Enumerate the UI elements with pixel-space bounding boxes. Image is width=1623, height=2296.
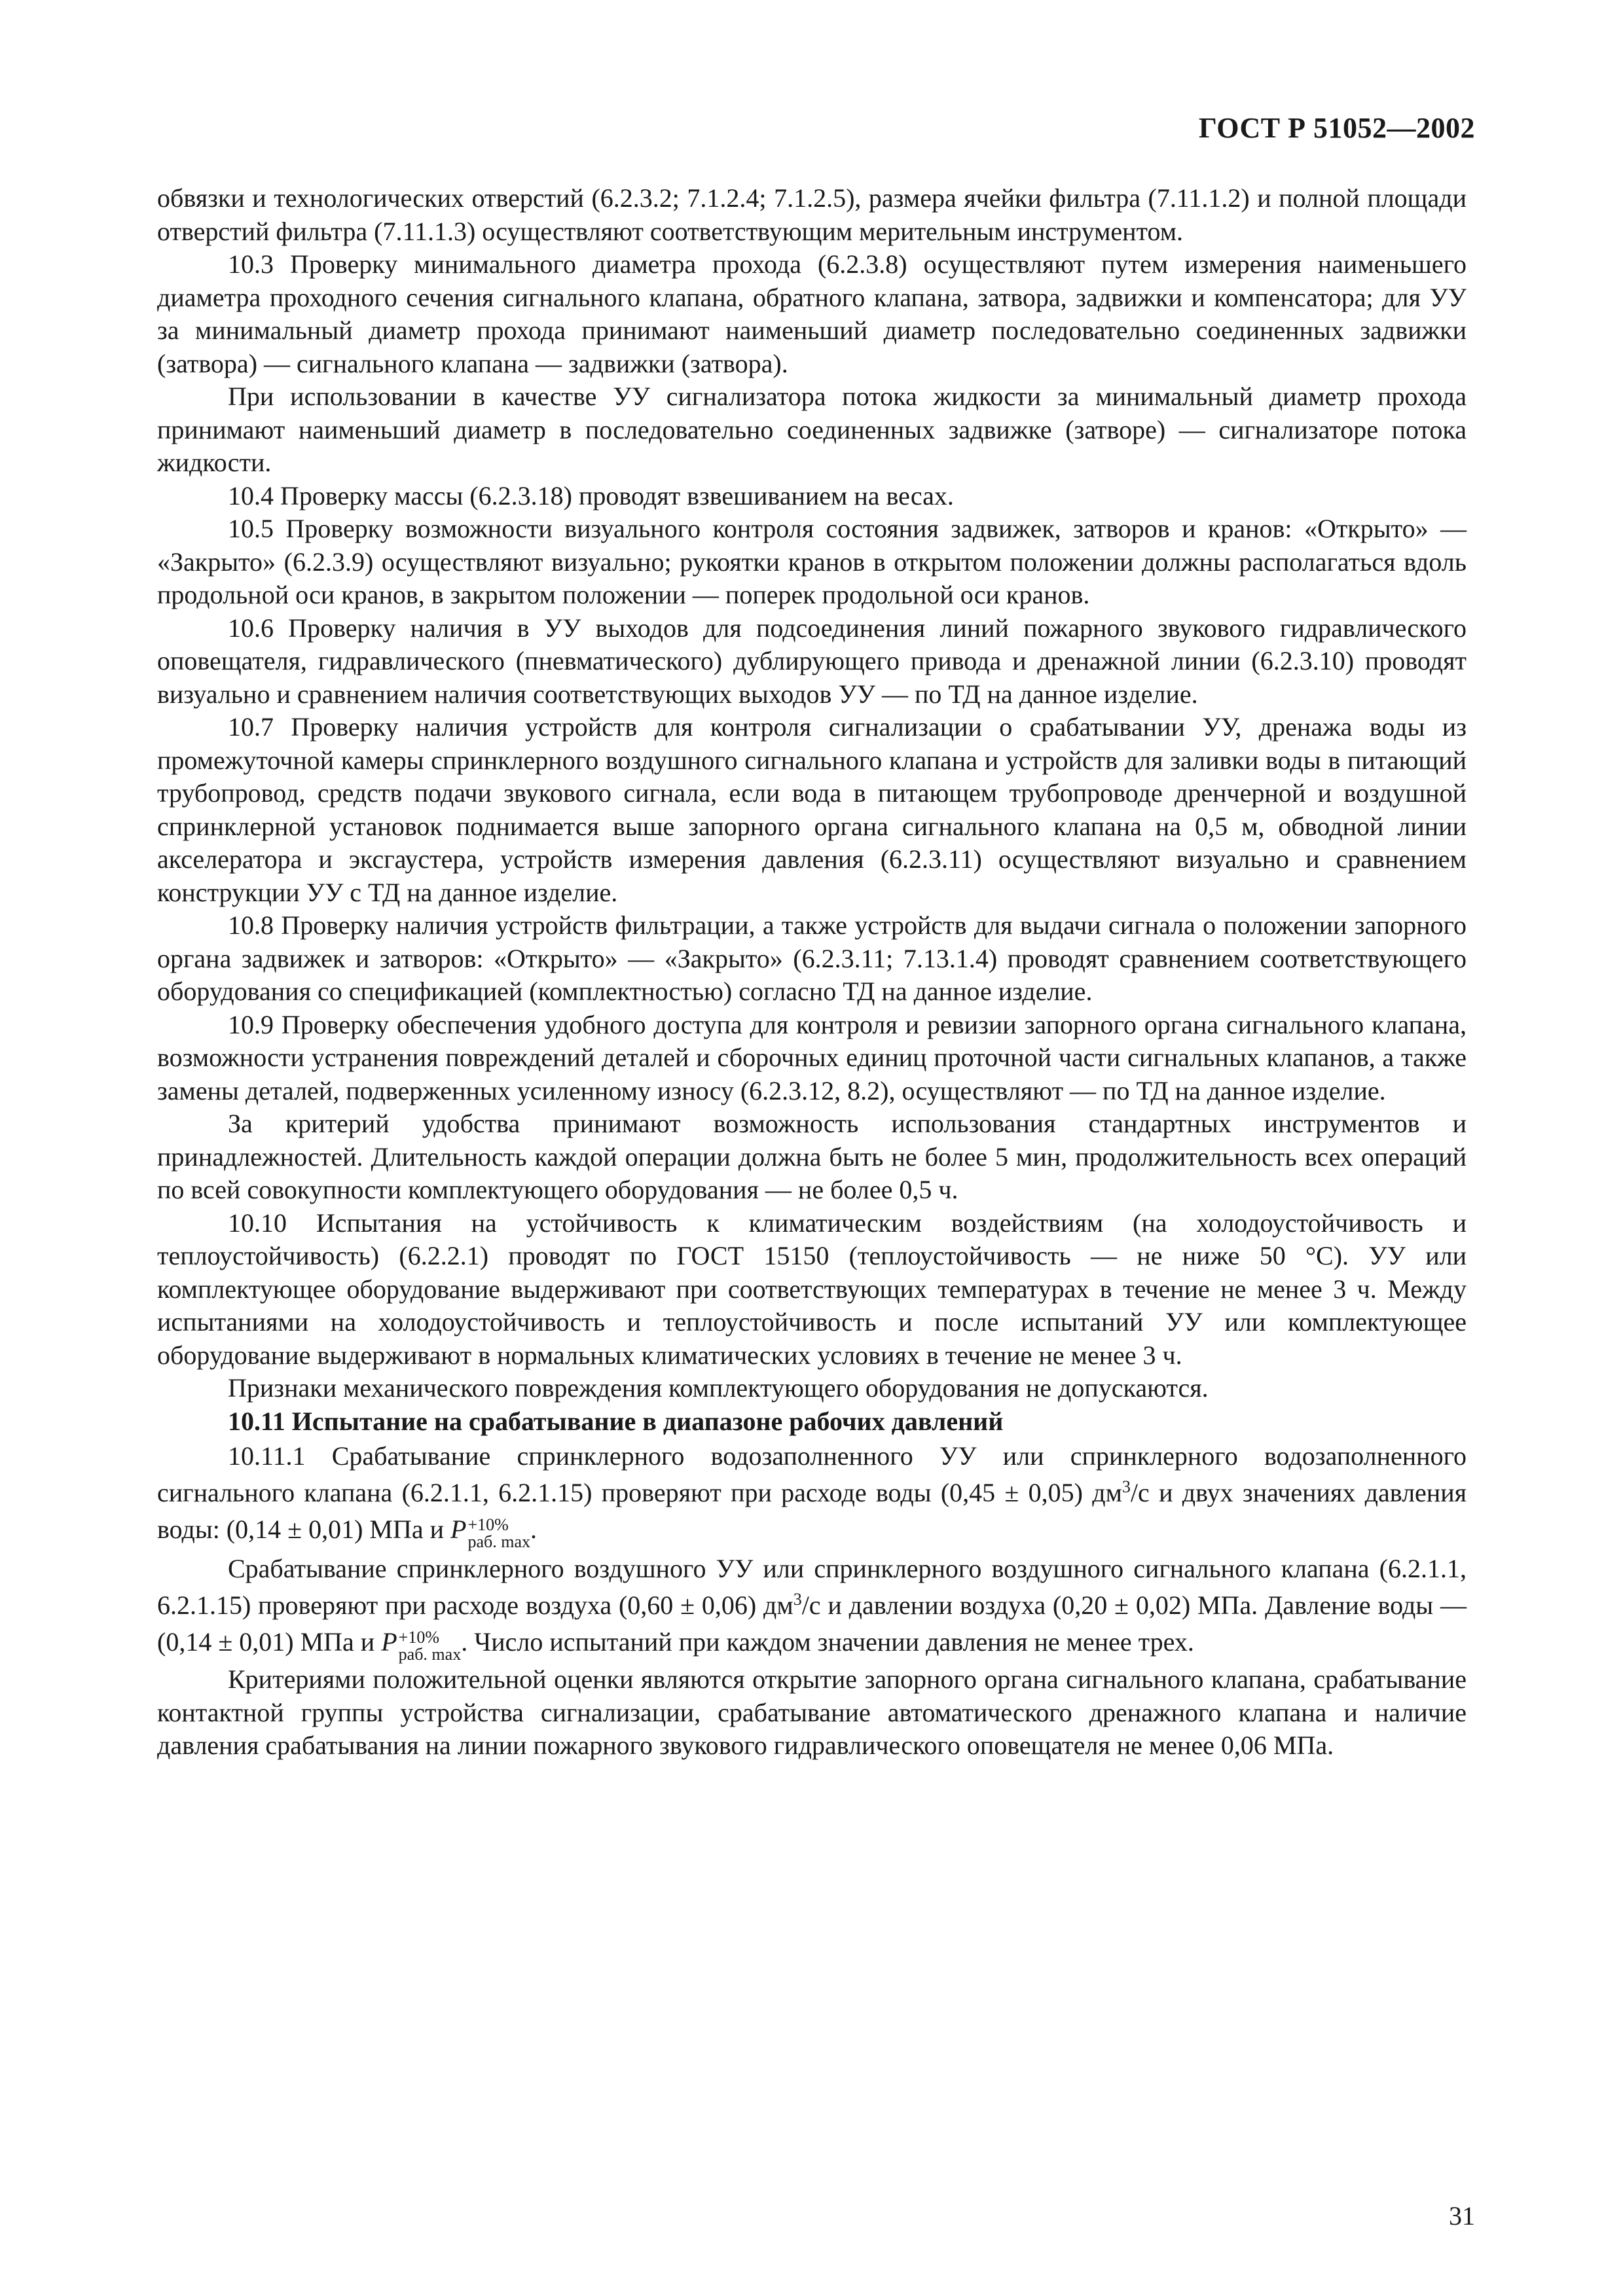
paragraph-10-6: 10.6 Проверку наличия в УУ выходов для подсоединения линий пожарного звукового гидравлического оповещателя, гидравлического (пневматического) дублирующего привода и дренажной линии (6.2.3.10) проводят визуально и сравнением наличия соответствующих выходов УУ — по ТД на данное изделие. — [157, 613, 1467, 709]
pressure-index-stack — [399, 1629, 462, 1663]
paragraph-10-4: 10.4 Проверку массы (6.2.3.18) проводят взвешиванием на весах. — [228, 480, 954, 511]
text-segment: /с и двух значениях давления воды: (0,14 ± 0,01) МПа и — [157, 1478, 1467, 1544]
paragraph-10-10-note: Признаки механического повреждения комплектующего оборудования не допускаются. — [228, 1373, 1209, 1403]
pressure-variable: P — [381, 1627, 397, 1657]
paragraph-10-10: 10.10 Испытания на устойчивость к климатическим воздействиям (на холодоустойчивость и теплоустойчивость) (6.2.2.1) проводят по ГОСТ 15150 (теплоустойчивость — не ниже 50 °С). УУ или комплектующее оборудование выдерживают при соответствующих температурах в течение не менее 3 ч. Между испытаниями на холодоустойчивость и теплоустойчивость и после испытаний УУ или комплектующее оборудование выдерживают в нормальных климатических условиях в течение не менее 3 ч. — [157, 1208, 1467, 1370]
pressure-variable: P — [450, 1515, 467, 1544]
text-segment: Срабатывание спринклерного воздушного УУ или спринклерного воздушного сигнального клапана (6.2.1.1, 6.2.1.15) проверяют при расходе воздуха (0,60 ± 0,06) дм — [157, 1554, 1467, 1620]
section-heading-10-11: 10.11 Испытание на срабатывание в диапазоне рабочих давлений — [228, 1406, 1004, 1436]
paragraph-10-11-1-air — [157, 1551, 1467, 1663]
paragraph-10-9: 10.9 Проверку обеспечения удобного доступа для контроля и ревизии запорного органа сигнального клапана, возможности устранения повреждений деталей и сборочных единиц проточной части сигнальных клапанов, а также замены деталей, подверженных усиленному износу (6.2.3.12, 8.2), осуществляют — по ТД на данное изделие. — [157, 1009, 1467, 1105]
document-body — [157, 182, 1467, 1763]
paragraph-10-3: 10.3 Проверку минимального диаметра прохода (6.2.3.8) осуществляют путем измерения наименьшего диаметра проходного сечения сигнального клапана, обратного клапана, затвора, задвижки и компенсатора; для УУ за минимальный диаметр прохода принимают наименьший диаметр последовательно соединенных задвижки (затвора) — сигнального клапана — задвижки (затвора). — [157, 249, 1467, 378]
pressure-index-stack — [467, 1516, 530, 1551]
paragraph-10-5: 10.5 Проверку возможности визуального контроля состояния задвижек, затворов и кранов: «Открыто» — «Закрыто» (6.2.3.9) осуществляют визуально; рукоятки кранов в открытом положении должны располагаться вдоль продольной оси кранов, в закрытом положении — поперек продольной оси кранов. — [157, 514, 1467, 609]
paragraph-10-7: 10.7 Проверку наличия устройств для контроля сигнализации о срабатывании УУ, дренажа воды из промежуточной камеры спринклерного воздушного сигнального клапана и устройств для заливки воды в питающий трубопровод, средств подачи звукового сигнала, если вода в питающем трубопроводе дренчерной и воздушной спринклерной установок поднимается выше запорного органа сигнального клапана на 0,5 м, обводной линии акселератора и эксгаустера, устройств измерения давления (6.2.3.11) осуществляют визуально и сравнением конструкции УУ с ТД на данное изделие. — [157, 712, 1467, 907]
text-segment: 10.11.1 Срабатывание спринклерного водозаполненного УУ или спринклерного водозаполненного сигнального клапана (6.2.1.1, 6.2.1.15) проверяют при расходе воды (0,45 ± 0,05) дм — [157, 1441, 1467, 1507]
text-segment: /с и давлении воздуха (0,20 ± 0,02) МПа. Давление воды — (0,14 ± 0,01) МПа и — [157, 1590, 1467, 1657]
paragraph-10-9-criteria: За критерий удобства принимают возможность использования стандартных инструментов и принадлежностей. Длительность каждой операции должна быть не более 5 мин, продолжительность всех операций по всей совокупности комплектующего оборудования — не более 0,5 ч. — [157, 1109, 1467, 1204]
text-segment: . — [530, 1515, 537, 1544]
pressure-superscript: +10% — [467, 1515, 509, 1534]
text-segment: . Число испытаний при каждом значении давления не менее трех. — [461, 1627, 1194, 1657]
paragraph-continuation: обвязки и технологических отверстий (6.2.3.2; 7.1.2.4; 7.1.2.5), размера ячейки фильтра (7.11.1.2) и полной площади отверстий фильтра (7.11.1.3) осуществляют соответствующим мерительным инструментом. — [157, 183, 1467, 246]
document-header: ГОСТ Р 51052—2002 — [1198, 112, 1475, 144]
paragraph-10-3-note: При использовании в качестве УУ сигнализатора потока жидкости за минимальный диаметр прохода принимают наименьший диаметр в последовательно соединенных задвижке (затворе) — сигнализаторе потока жидкости. — [157, 382, 1467, 477]
paragraph-10-11-1 — [157, 1438, 1467, 1551]
pressure-subscript: раб. max — [398, 1645, 462, 1664]
superscript: 3 — [793, 1590, 802, 1609]
page-number: 31 — [1449, 2201, 1475, 2231]
paragraph-10-8: 10.8 Проверку наличия устройств фильтрации, а также устройств для выдачи сигнала о положении запорного органа задвижек и затворов: «Открыто» — «Закрыто» (6.2.3.11; 7.13.1.4) проводят сравнением соответствующего оборудования со спецификацией (комплектностью) согласно ТД на данное изделие. — [157, 910, 1467, 1006]
paragraph-criteria: Критериями положительной оценки являются открытие запорного органа сигнального клапана, срабатывание контактной группы устройства сигнализации, срабатывание автоматического дренажного клапана и наличие давления срабатывания на линии пожарного звукового гидравлического оповещателя не менее 0,06 МПа. — [157, 1664, 1467, 1760]
pressure-superscript: +10% — [398, 1628, 439, 1647]
superscript: 3 — [1122, 1477, 1131, 1496]
pressure-subscript: раб. max — [467, 1532, 530, 1551]
